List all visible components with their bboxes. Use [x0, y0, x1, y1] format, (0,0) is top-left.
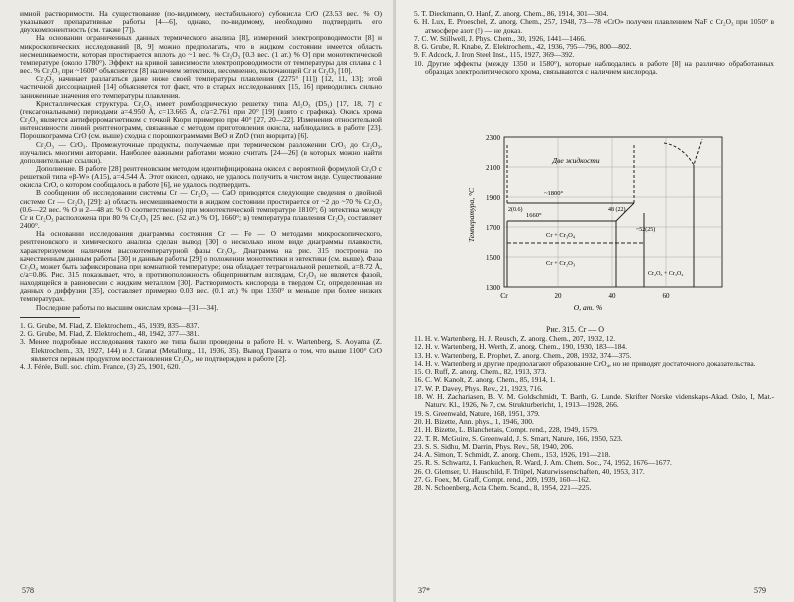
reference-item: 5. T. Dieckmann, O. Hanf, Z. anorg. Chem., 86, 1914, 301—304.	[414, 9, 609, 18]
reference-list	[20, 322, 382, 372]
reference-item: 10. Другие эффекты (между 1350 и 1580°), которые наблюдались в работе [8] на различно обработанных образцах электролитического хрома, связываются с наличием кислорода.	[414, 58, 774, 77]
annotation-label: 1660°	[526, 212, 542, 219]
paragraph: Cr₂O₃ начинает разлагаться даже ниже своей температуры плавления (2275° [11]) [12, 11, 13]; этой частичной диссоциацией [14] объясняется тот факт, что в старых исследованиях [15, 16] приводились сильно заниженные значения его температуры плавления.	[20, 74, 382, 100]
annotation-label: 2(0.6)	[508, 207, 523, 213]
reference-item: 2. G. Grube, M. Flad, Z. Elektrochem., 48, 1942, 377—381.	[20, 329, 200, 339]
reference-item: 22. T. R. McGuire, S. Greenwald, J. S. Smart, Nature, 166, 1950, 523.	[414, 433, 623, 443]
reference-item: 26. O. Glemser, U. Hauschild, F. Trüpel, Naturwissenschaften, 40, 1953, 317.	[414, 466, 645, 476]
region-label: Cr + Cr₂O₃	[546, 260, 576, 267]
reference-item: 20. H. Bizette, Ann. phys., 1, 1946, 300.	[414, 416, 534, 426]
region-label: Cr + Cr₃O₄	[546, 232, 576, 239]
right-page	[396, 0, 794, 602]
reference-item: 14. H. v. Wartenberg и другие предполагают образование CrO₄, но не приводят достаточного доказательства.	[414, 358, 756, 368]
y-tick: 1900	[486, 194, 500, 202]
page-number: 579	[754, 586, 766, 595]
reference-item: 15. O. Ruff, Z. anorg. Chem., 82, 1913, 373.	[414, 367, 547, 377]
y-tick: 2100	[486, 164, 500, 172]
paragraph: В сообщении об исследовании системы Cr — Cr₂O₃ — CaO приводятся следующие сведения о двойной системе Cr — Cr₂O₃ [29]: а) область несмешиваемости в жидком состоянии простирается от ~2 до ~70 % Cr₂O₃ (0.6—22 вес. % O и 2—48 ат. % O соответственно) при монотектической температуре 1810°; б) эвтектика между Cr и Cr₂O₃ расположена при 80 % Cr₂O₃ [25 вес. (52 ат.) % O], 1660°; в) температура плавления Cr₂O₃ составляет 2400°.	[20, 188, 382, 231]
page-number: 578	[22, 586, 34, 595]
figure-caption: Рис. 315. Cr — O	[546, 325, 605, 334]
phase-diagram	[466, 125, 736, 325]
annotation-label: ~52(25)	[636, 227, 656, 233]
reference-item: 3. Менее подробные исследования такого же типа были проведены в работе H. v. Wartenberg, S. Aoyama (Z. Elektrochem., 33, 1927, 144) и J. Granat (Metallurg., 11, 1936, 35). Вывод Граната о том, что выше 1100° CrO является первым продуктом восстановления Cr₂O₃, не подтвержден в работе [2].	[20, 337, 382, 363]
reference-list-bottom	[414, 335, 774, 493]
x-tick: 20	[554, 292, 562, 300]
x-axis-label: O, ат. %	[573, 303, 603, 312]
reference-list-top	[414, 10, 774, 76]
y-tick: 1300	[486, 284, 500, 292]
cr2o3-liquidus	[664, 139, 702, 165]
reference-item: 23. S. S. Sidhu, M. Darrin, Phys. Rev., 58, 1940, 206.	[414, 441, 574, 451]
reference-item: 21. H. Bizette, L. Blanchetais, Compt. rend., 228, 1949, 1579.	[414, 425, 599, 435]
paragraph: На основании ограниченных данных термического анализа [8], измерений электропроводимости [8] и микроскопических исследований [8, 9] можно предполагать, что в жидком состоянии имеется область несмешиваемости, которая простирается вплоть до ~1 вес. % Cr₂O₃ [0.3 вес. (1 ат.) % O] при монотектической температуре (около 1780°). Эффект на кривой зависимости электропроводимости от температуры для сплава с 1 вес. % Cr₂O₃ при ~1600° объясняется [8] наличием эвтектики, несомненно, включающей Cr и Cr₂O₃ [10].	[20, 33, 382, 76]
paragraph: Дополнение. В работе [28] рентгеновским методом идентифицирована окисел с вероятной формулой Cr₃O с решеткой типа «β-W» (A15), a=4.544 Å. Этот окисел, однако, не удалось получить в чистом виде. Существование окисла CrO, о котором сообщалось в работе [6], не удалось подтвердить.	[20, 163, 382, 190]
paragraph: Кристаллическая структура. Cr₂O₃ имеет ромбоэдрическую решетку типа Al₂O₃ (D5₁) [17, 18, 7] с (гексагональными) периодами a=4.950 Å, c=13.665 Å, c/a=2.761 при 20° [19] (взято с графика). Окись хрома Cr₂O₃ является антиферромагнетиком с точкой Кюри примерно при 40° [27, 20—22]. Изменения относительной интенсивности линий рентгенограмм, связанные с методом приготовления окисла, наблюдались в работе [23]. Порошкограмма CrO (см. выше) сходна с порошкограммами BeO и ZnO (тип вюрцита) [6].	[20, 98, 382, 141]
paragraph: На основании исследования диаграммы состояния Cr — Fe — O методами микроскопического, рентгеновского и химического анализа сделан вывод [30] о несколько ином виде диаграммы плавкости, характеризуемом наличием высокотемпературной фазы Cr₃O₄. Диаграмма на рис. 315 построена по качественным данным работы [30] и данным работы [29] о положении монотектики и эвтектики (см. выше). Фаза Cr₃O₄ может быть зафиксирована при комнатной температуре; она обладает тетрагональной решеткой, a=8.72 Å, c/a=0.86. Рис. 315 показывает, что, в противоположность общепринятым взглядам, Cr₂O₃ не является фазой, находящейся в равновесии с жидким металлом [30]. Растворимость кислорода в твердом Cr, определенная из данных о диффузии [35], составляет примерно 0.03 вес. (0.1 ат.) % при 1350° и меньше при более низких температурах.	[20, 229, 382, 304]
paragraph: Последние работы по высшим окислам хрома—[31—34].	[36, 302, 219, 312]
reference-item: 1. G. Grube, M. Flad, Z. Elektrochem., 45, 1939, 835—837.	[20, 320, 200, 330]
reference-item: 19. S. Greenwald, Nature, 168, 1951, 379.	[414, 408, 540, 418]
reference-item: 6. H. Lux, E. Proeschel, Z. anorg. Chem., 257, 1948, 73—78 «CrO» получен плавлением NaF с Cr₂O₃ при 1050° в атмосфере азот (!) — не доказ.	[414, 17, 774, 35]
reference-item: 11. H. v. Wartenberg, H. J. Reusch, Z. anorg. Chem., 207, 1932, 12.	[414, 334, 616, 343]
x-tick: 40	[608, 292, 616, 300]
y-axis-label: Температура, °С	[467, 187, 476, 243]
left-text-column	[20, 10, 382, 372]
reference-item: 25. R. S. Schwartz, I. Fankuchen, R. Ward, J. Am. Chem. Soc., 74, 1952, 1676—1677.	[414, 458, 672, 468]
y-tick: 1700	[486, 224, 500, 232]
signature-mark: 37*	[418, 586, 430, 595]
annotation-label: 48 (22)	[608, 207, 626, 213]
reference-item: 17. W. P. Davey, Phys. Rev., 21, 1923, 716.	[414, 383, 543, 393]
footnote-rule	[20, 317, 80, 318]
reference-item: 13. H. v. Wartenberg, E. Prophet, Z. anorg. Chem., 208, 1932, 374—375.	[414, 350, 632, 360]
reference-item: 27. G. Foex, M. Graff, Compt. rend., 209, 1939, 160—162.	[414, 475, 591, 485]
paragraph: Cr₂O₃ — CrO₃. Промежуточные продукты, получаемые при термическом разложении CrO₃ до Cr₂O₃, изучались многими авторами. Наиболее важными работами можно считать [24—26] (в которых можно найти дополнительные ссылки).	[20, 139, 382, 165]
y-tick: 1500	[486, 254, 500, 262]
reference-item: 24. A. Simon, T. Schmidt, Z. anorg. Chem., 153, 1926, 191—218.	[414, 450, 611, 460]
reference-item: 9. F. Adcock, J. Iron Steel Inst., 115, 1927, 369—392.	[414, 50, 575, 60]
reference-item: 4. J. Férée, Bull. soc. chim. France, (3) 25, 1901, 620.	[20, 362, 181, 372]
annotation-label: ~1800°	[544, 190, 564, 197]
region-label: Две жидкости	[552, 156, 600, 165]
region-label: Cr₂O₃ + Cr₃O₄	[648, 271, 684, 277]
phase-diagram-figure	[466, 125, 736, 325]
left-page	[0, 0, 396, 602]
reference-item: 7. C. W. Stillwell, J. Phys. Chem., 30, 1926, 1441—1466.	[414, 33, 586, 43]
reference-item: 16. C. W. Kanolt, Z. anorg. Chem., 85, 1914, 1.	[414, 375, 556, 385]
reference-item: 18. W. H. Zachariasen, B. V. M. Goldschmidt, T. Barth, G. Lunde. Skrifter Norske videnskaps-Akad. Oslo, I, Mat.-Naturv. Kl., 1926, № 7, см. Strukturbericht, 1, 1913—1928, 266.	[414, 392, 774, 410]
reference-item: 28. N. Schoenberg, Acta Chem. Scand., 8, 1954, 221—225.	[414, 483, 592, 493]
paragraph: имной растворимости. На существование (по-видимому, нестабильного) субокисла CrO (23.53 вес. % O) указывают препаративные работы [4—6], однако, по-видимому, необходимо подтвердить его двухкомпонентность (см. также [7]).	[20, 9, 382, 35]
y-tick: 2300	[486, 134, 500, 142]
x-tick: Cr	[500, 291, 508, 300]
reference-item: 12. H. v. Wartenberg, H. Werth, Z. anorg. Chem., 190, 1930, 183—184.	[414, 342, 628, 352]
x-tick: 60	[662, 292, 670, 300]
reference-item: 8. G. Grube, R. Knabe, Z. Elektrochem., 42, 1936, 795—796, 800—802.	[414, 42, 632, 52]
